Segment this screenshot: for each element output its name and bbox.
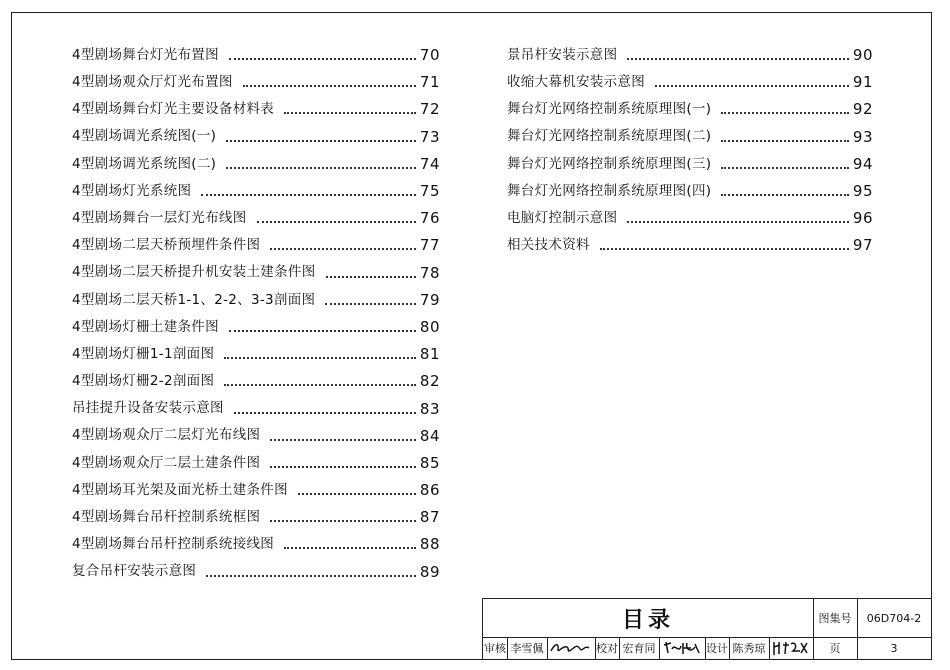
toc-entry [72, 531, 440, 558]
toc-entry [72, 450, 440, 477]
atlas-number: 06D704-2 [866, 611, 922, 625]
toc-entry-page: 81 [419, 345, 440, 364]
designer-signature [769, 637, 814, 659]
title-block-signature-row [483, 637, 931, 659]
toc-leader-dots [234, 411, 416, 414]
toc-right-column [507, 42, 873, 260]
toc-entry-page: 76 [419, 209, 440, 228]
toc-entry-title: 电脑灯控制示意图 [507, 209, 618, 226]
toc-leader-dots [627, 220, 849, 223]
toc-entry [72, 178, 440, 205]
toc-entry-title: 吊挂提升设备安装示意图 [72, 400, 224, 417]
toc-entry [72, 423, 440, 450]
toc-leader-dots [721, 166, 849, 169]
toc-entry-title: 舞台灯光网络控制系统原理图(三) [507, 155, 712, 172]
toc-entry-page: 77 [419, 236, 440, 255]
toc-entry-page: 88 [419, 535, 440, 554]
toc-leader-dots [298, 492, 416, 495]
toc-entry-title: 4型剧场二层天桥1-1、2-2、3-3剖面图 [72, 291, 316, 308]
toc-entry-page: 97 [852, 236, 873, 255]
toc-leader-dots [325, 302, 416, 305]
toc-entry-title: 4型剧场二层天桥提升机安装土建条件图 [72, 264, 316, 281]
toc-entry [72, 504, 440, 531]
toc-leader-dots [206, 574, 416, 577]
toc-entry-page: 86 [419, 481, 440, 500]
toc-entry-title: 4型剧场调光系统图(二) [72, 155, 217, 172]
toc-entry-title: 舞台灯光网络控制系统原理图(四) [507, 182, 712, 199]
toc-entry [72, 341, 440, 368]
title-block [482, 598, 932, 660]
toc-leader-dots [243, 84, 416, 87]
toc-entry [72, 260, 440, 287]
toc-entry-title: 相关技术资料 [507, 237, 590, 254]
toc-leader-dots [284, 546, 416, 549]
toc-leader-dots [224, 383, 416, 386]
toc-entry [72, 124, 440, 151]
toc-entry-page: 92 [852, 100, 873, 119]
toc-entry-page: 94 [852, 154, 873, 173]
toc-entry [72, 205, 440, 232]
toc-leader-dots [326, 275, 416, 278]
toc-leader-dots [270, 247, 416, 250]
toc-leader-dots [226, 166, 416, 169]
toc-entry-title: 4型剧场舞台吊杆控制系统接线图 [72, 536, 275, 553]
atlas-number-label: 图集号 [813, 599, 858, 637]
toc-leader-dots [257, 220, 416, 223]
toc-entry [507, 42, 873, 69]
toc-entry [72, 559, 440, 586]
toc-entry-page: 83 [419, 399, 440, 418]
toc-entry-title: 4型剧场灯栅2-2剖面图 [72, 373, 215, 390]
checker-signature [659, 637, 706, 659]
toc-entry-title: 4型剧场舞台灯光主要设备材料表 [72, 101, 275, 118]
toc-entry-page: 87 [419, 508, 440, 527]
toc-entry-page: 70 [419, 46, 440, 65]
toc-entry-title: 4型剧场灯光系统图 [72, 182, 192, 199]
toc-entry-title: 4型剧场舞台灯光布置图 [72, 46, 219, 63]
toc-entry [507, 69, 873, 96]
toc-entry-page: 80 [419, 317, 440, 336]
toc-leader-dots [224, 356, 416, 359]
toc-entry [72, 42, 440, 69]
toc-entry-page: 96 [852, 209, 873, 228]
toc-entry-title: 收缩大幕机安装示意图 [507, 74, 645, 91]
check-label: 校对 [595, 637, 620, 659]
toc-leader-dots [229, 57, 416, 60]
toc-entry [507, 151, 873, 178]
toc-entry-title: 舞台灯光网络控制系统原理图(二) [507, 128, 712, 145]
toc-leader-dots [721, 139, 849, 142]
toc-leader-dots [270, 519, 416, 522]
toc-leader-dots [229, 329, 416, 332]
design-label: 设计 [705, 637, 730, 659]
toc-entry-title: 4型剧场二层天桥预埋件条件图 [72, 237, 261, 254]
reviewer-signature [547, 637, 596, 659]
sheet-title: 目录 [483, 599, 814, 637]
toc-entry-page: 72 [419, 100, 440, 119]
toc-leader-dots [270, 438, 416, 441]
toc-leader-dots [270, 465, 416, 468]
toc-entry [72, 69, 440, 96]
toc-leader-dots [201, 193, 416, 196]
toc-entry-title: 4型剧场舞台一层灯光布线图 [72, 209, 247, 226]
toc-leader-dots [226, 139, 416, 142]
toc-entry-page: 85 [419, 453, 440, 472]
toc-entry-title: 4型剧场耳光架及面光桥土建条件图 [72, 481, 288, 498]
toc-entry-page: 79 [419, 290, 440, 309]
review-label: 审核 [483, 637, 508, 659]
toc-entry-page: 71 [419, 73, 440, 92]
toc-entry-page: 93 [852, 127, 873, 146]
toc-entry [72, 477, 440, 504]
toc-entry [507, 178, 873, 205]
toc-entry-title: 4型剧场观众厅二层灯光布线图 [72, 427, 261, 444]
title-block-top-row [483, 599, 931, 638]
toc-entry [72, 151, 440, 178]
toc-entry-title: 舞台灯光网络控制系统原理图(一) [507, 101, 712, 118]
toc-entry [507, 205, 873, 232]
toc-entry-page: 73 [419, 127, 440, 146]
toc-entry-page: 91 [852, 73, 873, 92]
toc-entry [72, 395, 440, 422]
toc-leader-dots [627, 57, 849, 60]
toc-leader-dots [721, 193, 849, 196]
toc-entry [507, 124, 873, 151]
toc-entry [507, 96, 873, 123]
toc-entry-title: 4型剧场观众厅二层土建条件图 [72, 454, 261, 471]
toc-entry-page: 75 [419, 182, 440, 201]
toc-entry-title: 4型剧场灯栅土建条件图 [72, 318, 219, 335]
toc-entry [72, 314, 440, 341]
toc-leader-dots [284, 111, 416, 114]
toc-entry-page: 89 [419, 562, 440, 581]
toc-entry-page: 90 [852, 46, 873, 65]
page-label: 页 [813, 637, 858, 659]
toc-entry [72, 96, 440, 123]
designer-name: 陈秀琼 [729, 637, 770, 659]
toc-leader-dots [600, 247, 849, 250]
toc-entry-title: 4型剧场调光系统图(一) [72, 128, 217, 145]
toc-entry-title: 4型剧场灯栅1-1剖面图 [72, 345, 215, 362]
toc-entry-page: 82 [419, 372, 440, 391]
toc-leader-dots [655, 84, 849, 87]
toc-entry-page: 74 [419, 154, 440, 173]
toc-left-column [72, 42, 440, 586]
toc-leader-dots [721, 111, 849, 114]
toc-entry-title: 4型剧场舞台吊杆控制系统框图 [72, 509, 261, 526]
toc-entry-page: 95 [852, 182, 873, 201]
toc-entry-title: 景吊杆安装示意图 [507, 46, 618, 63]
toc-entry [507, 232, 873, 259]
page-number: 3 [890, 641, 898, 655]
toc-entry [72, 287, 440, 314]
toc-entry-title: 复合吊杆安装示意图 [72, 563, 197, 580]
checker-name: 宏育同 [619, 637, 660, 659]
toc-entry-page: 78 [419, 263, 440, 282]
toc-entry-page: 84 [419, 426, 440, 445]
toc-entry [72, 368, 440, 395]
reviewer-name: 李雪佩 [507, 637, 548, 659]
toc-entry-title: 4型剧场观众厅灯光布置图 [72, 74, 233, 91]
toc-entry [72, 232, 440, 259]
